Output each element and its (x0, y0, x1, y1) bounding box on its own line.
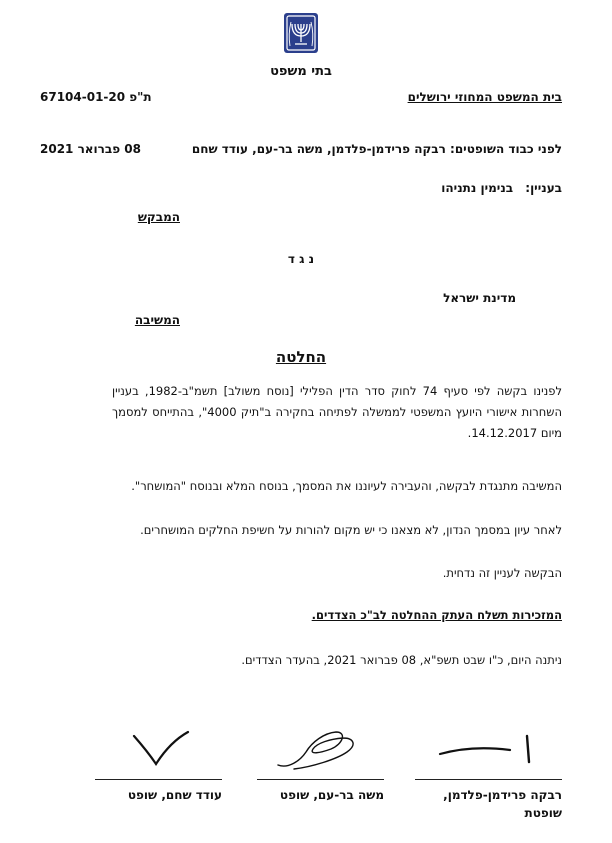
judge2-signature-line (257, 779, 384, 780)
judge3-name: עודד שחם, שופט (127, 788, 222, 802)
judge1-signature-icon (432, 728, 542, 773)
decision-paragraph-4: הבקשה לעניין זה נדחית. (442, 566, 562, 580)
judges-panel: לפני כבוד השופטים: רבקה פרידמן-פלדמן, משה בר-עם, עודד שחם (191, 142, 562, 156)
judge3-signature-line (95, 779, 222, 780)
respondent-role: המשיבה (134, 313, 180, 327)
decision-paragraph-1: לפנינו בקשה לפי סעיף 74 לחוק סדר הדין הפלילי [נוסח משולב] תשמ"ב-1982, בעניין השחרות אישורי היועץ המשפטי לממשלה לפתיחה בחקירה ב"תיק 4000", בהתייחס למסמך מיום 14.12.2017. (112, 384, 563, 440)
respondent-name: מדינת ישראל (443, 291, 516, 305)
menorah-emblem-icon (283, 12, 319, 54)
in-matter-label: בעניין: (525, 181, 562, 195)
judge1-title: שופטת (524, 806, 562, 820)
court-name: בית המשפט המחוזי ירושלים (407, 90, 562, 104)
judge2-signature-icon (272, 725, 364, 775)
decision-date: 08 פברואר 2021 (40, 142, 141, 156)
judge1-signature-line (415, 779, 562, 780)
judge2-name: משה בר-עם, שופט (279, 788, 384, 802)
judge3-signature-icon (126, 730, 196, 770)
decision-paragraph-3: לאחר עיון במסמך הנדון, לא מצאנו כי יש מקום להורות על חשיפת החלקים המושחרים. (140, 523, 562, 537)
applicant-role: המבקש (137, 210, 180, 224)
given-today-line: ניתנה היום, כ"ו שבט תשפ"א, 08 פברואר 2021, בהעדר הצדדים. (241, 653, 562, 667)
versus-label: נ ג ד (287, 252, 315, 266)
court-system-title: בתי משפט (270, 64, 332, 79)
judge1-name: רבקה פרידמן-פלדמן, (443, 788, 562, 802)
decision-paragraph-2: המשיבה מתנגדת לבקשה, והעבירה לעיוננו את המסמך, בנוסח המלא ובנוסח "המושחר". (131, 479, 562, 493)
parties-block (400, 181, 562, 195)
secretariat-instruction: המזכירות תשלח העתק ההחלטה לב"כ הצדדים. (311, 608, 562, 622)
decision-title: החלטה (275, 348, 327, 366)
case-number: ת"פ 67104-01-20 (40, 90, 152, 104)
applicant-name: בנימין נתניהו (441, 181, 514, 195)
